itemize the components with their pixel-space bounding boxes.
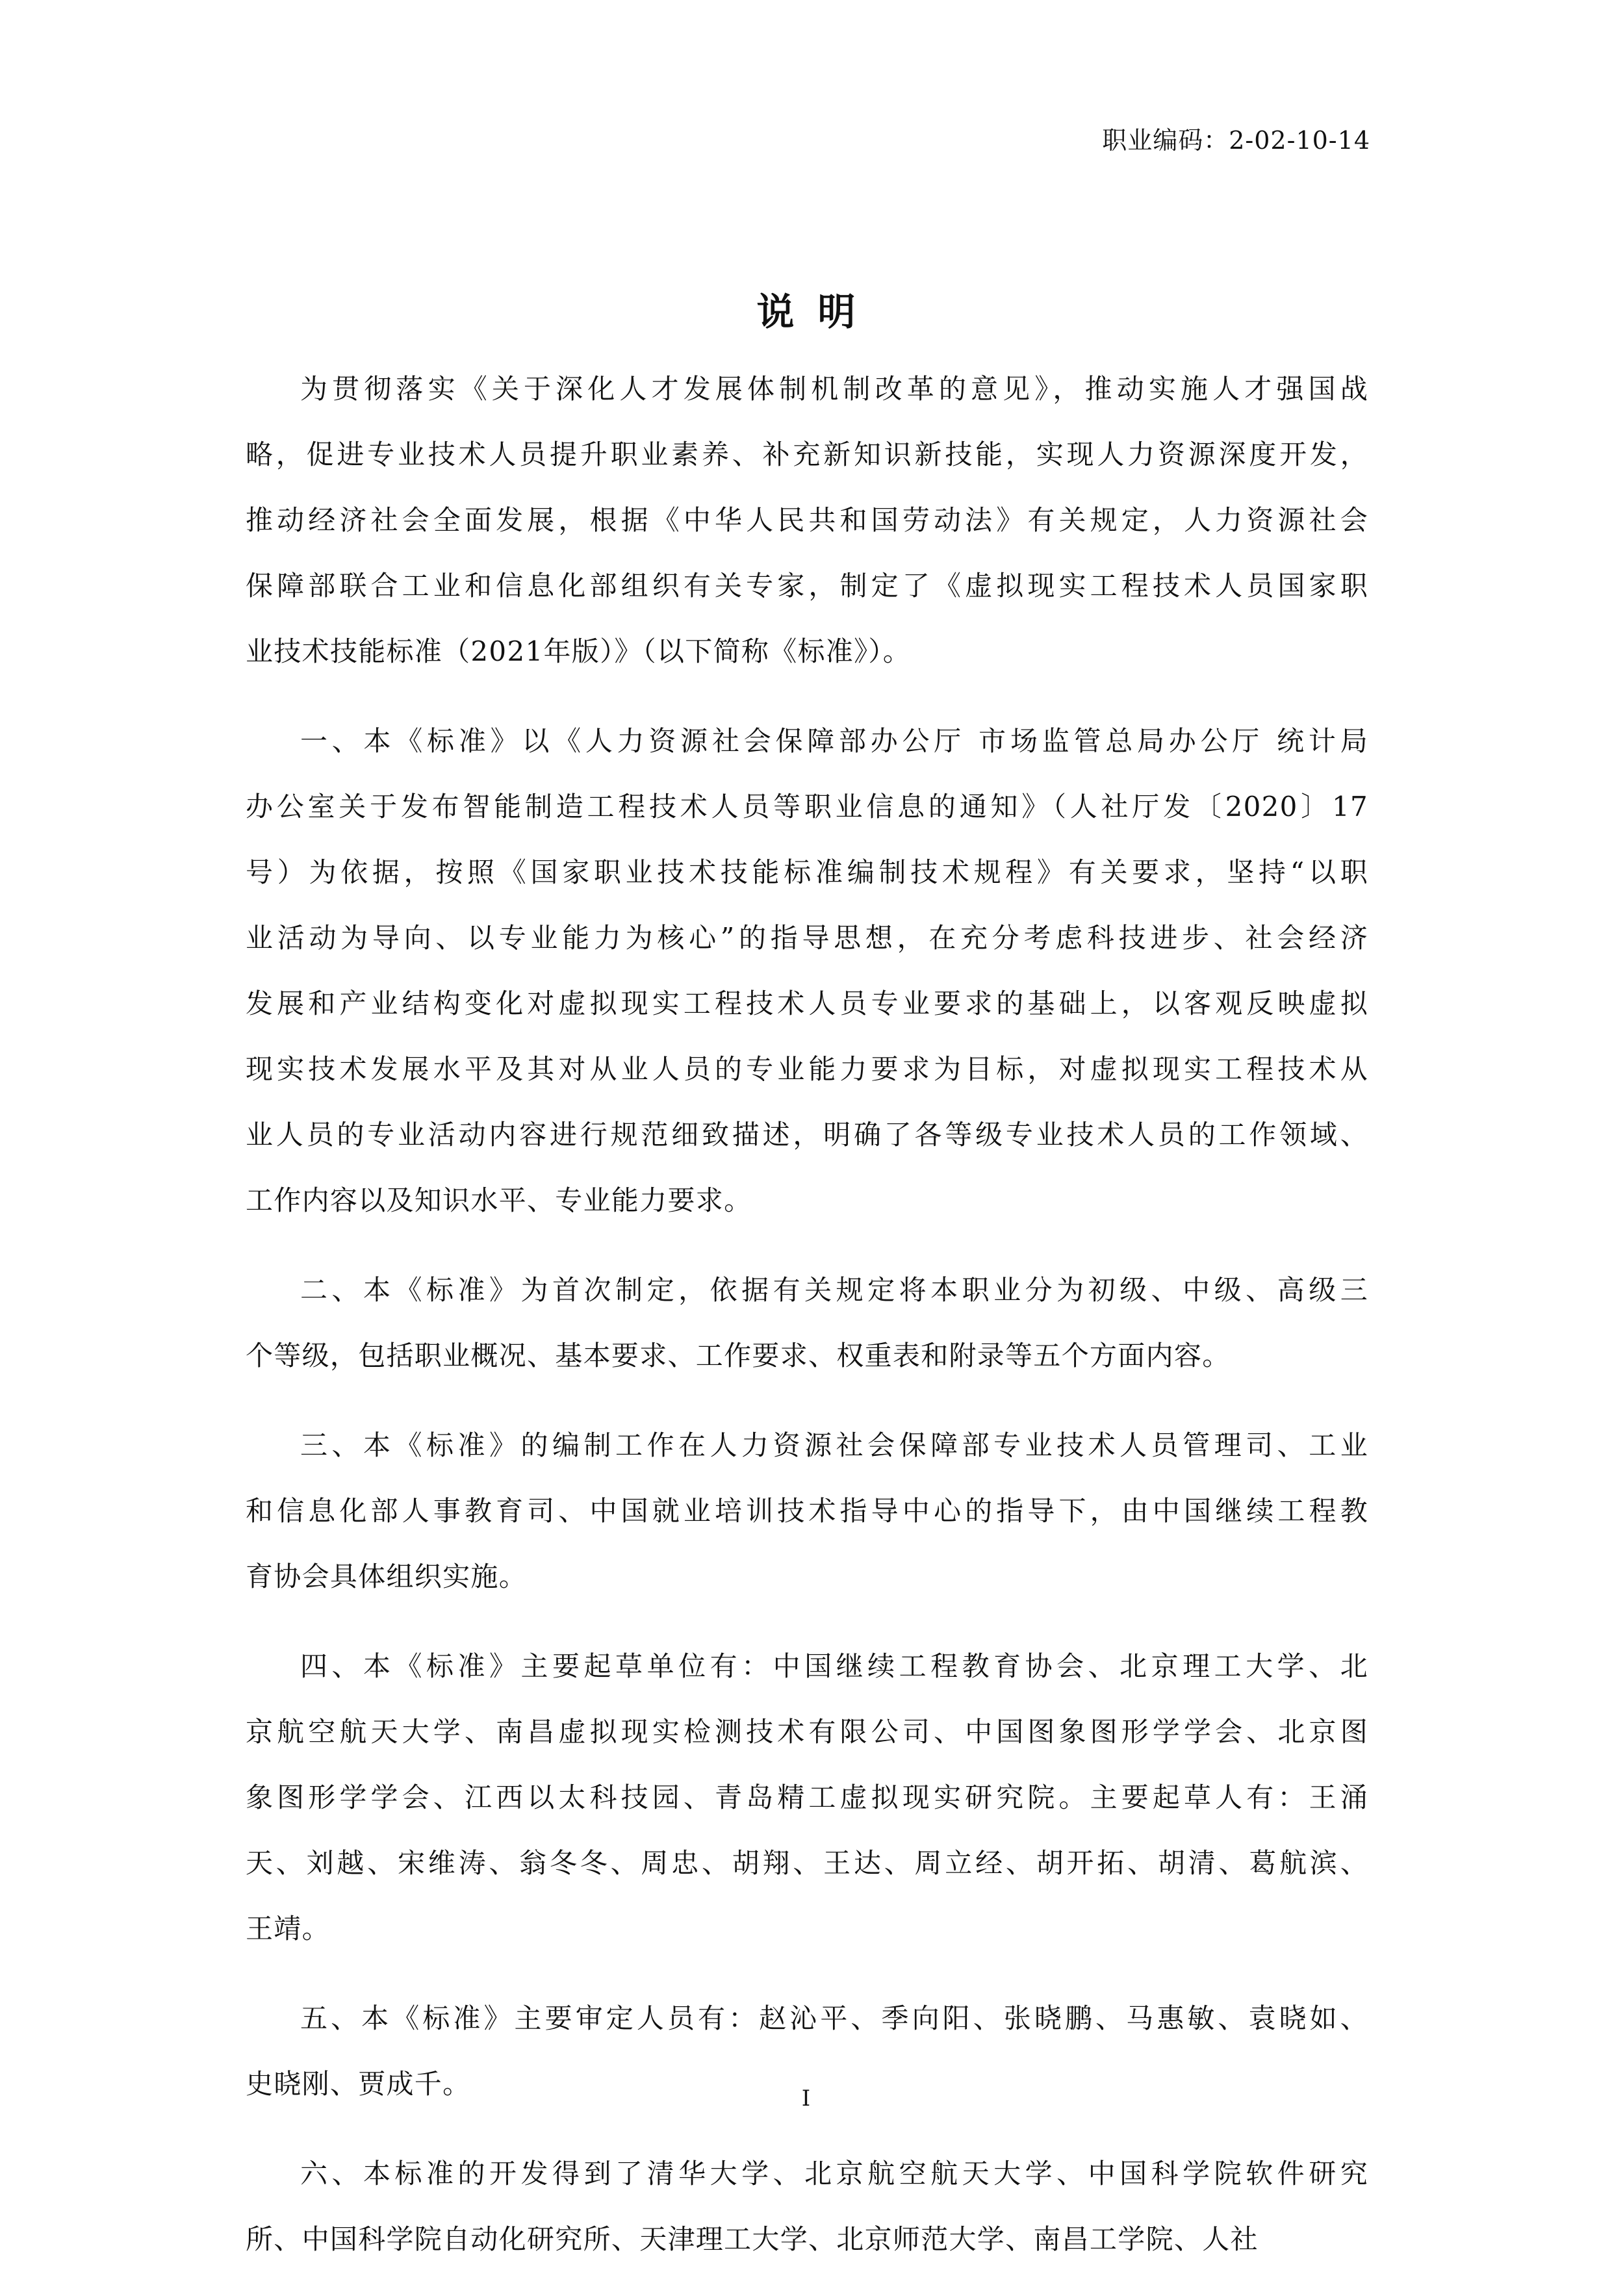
paragraph-line: 三、本《标准》的编制工作在人力资源社会保障部专业技术人员管理司、工业 [300,1429,1368,1461]
paragraph-line: 保障部联合工业和信息化部组织有关专家，制定了《虚拟现实工程技术人员国家职 [246,570,1368,602]
paragraph-line: 五、本《标准》主要审定人员有：赵沁平、季向阳、张晓鹏、马惠敏、袁晓如、 [300,2002,1368,2034]
paragraph-line: 推动经济社会全面发展，根据《中华人民共和国劳动法》有关规定，人力资源社会 [246,504,1368,536]
paragraph-line: 王靖。 [246,1913,330,1945]
paragraph-line: 四、本《标准》主要起草单位有：中国继续工程教育协会、北京理工大学、北 [300,1650,1368,1682]
paragraph-line: 天、刘越、宋维涛、翁冬冬、周忠、胡翔、王达、周立经、胡开拓、胡清、葛航滨、 [246,1847,1368,1879]
paragraph-line: 业人员的专业活动内容进行规范细致描述，明确了各等级专业技术人员的工作领域、 [246,1119,1368,1151]
paragraph-line: 发展和产业结构变化对虚拟现实工程技术人员专业要求的基础上，以客观反映虚拟 [246,988,1368,1019]
paragraph-line: 个等级，包括职业概况、基本要求、工作要求、权重表和附录等五个方面内容。 [246,1340,1231,1371]
paragraph [246,356,1368,684]
paragraph-line: 为贯彻落实《关于深化人才发展体制机制改革的意见》，推动实施人才强国战 [300,373,1368,405]
paragraph-line: 略，促进专业技术人员提升职业素养、补充新知识新技能，实现人力资源深度开发， [246,439,1368,470]
paragraph-line: 象图形学学会、江西以太科技园、青岛精工虚拟现实研究院。主要起草人有：王涌 [246,1781,1368,1813]
paragraph-line: 办公室关于发布智能制造工程技术人员等职业信息的通知》（人社厅发〔2020〕17 [246,791,1368,823]
paragraph-line: 业活动为导向、以专业能力为核心”的指导思想，在充分考虑科技进步、社会经济 [246,922,1368,954]
occupation-code: 职业编码：2-02-10-14 [1102,126,1370,155]
paragraph-line: 和信息化部人事教育司、中国就业培训技术指导中心的指导下，由中国继续工程教 [246,1495,1368,1527]
page-title: 说明 [756,290,879,334]
paragraph-line: 工作内容以及知识水平、专业能力要求。 [246,1184,752,1216]
paragraph [246,708,1368,1233]
paragraph-line: 京航空航天大学、南昌虚拟现实检测技术有限公司、中国图象图形学学会、北京图 [246,1716,1368,1748]
paragraph-line: 业技术技能标准（2021年版）》（以下简称《标准》）。 [246,635,911,667]
paragraph [246,2141,1368,2272]
paragraph [246,1412,1368,1609]
paragraph-line: 育协会具体组织实施。 [246,1561,528,1592]
paragraph [246,1257,1368,1388]
paragraph-line: 所、中国科学院自动化研究所、天津理工大学、北京师范大学、南昌工学院、人社 [246,2223,1259,2255]
document-body [246,356,1368,2296]
page-number: I [801,2086,811,2111]
paragraph [246,1633,1368,1961]
paragraph-line: 六、本标准的开发得到了清华大学、北京航空航天大学、中国科学院软件研究 [300,2158,1368,2189]
paragraph-line: 史晓刚、贾成千。 [246,2068,471,2100]
paragraph-line: 现实技术发展水平及其对从业人员的专业能力要求为目标，对虚拟现实工程技术从 [246,1053,1368,1085]
paragraph-line: 号）为依据，按照《国家职业技术技能标准编制技术规程》有关要求，坚持“以职 [246,856,1368,888]
paragraph-line: 一、本《标准》以《人力资源社会保障部办公厅 市场监管总局办公厅 统计局 [300,725,1368,757]
paragraph-line: 二、本《标准》为首次制定，依据有关规定将本职业分为初级、中级、高级三 [300,1274,1368,1306]
